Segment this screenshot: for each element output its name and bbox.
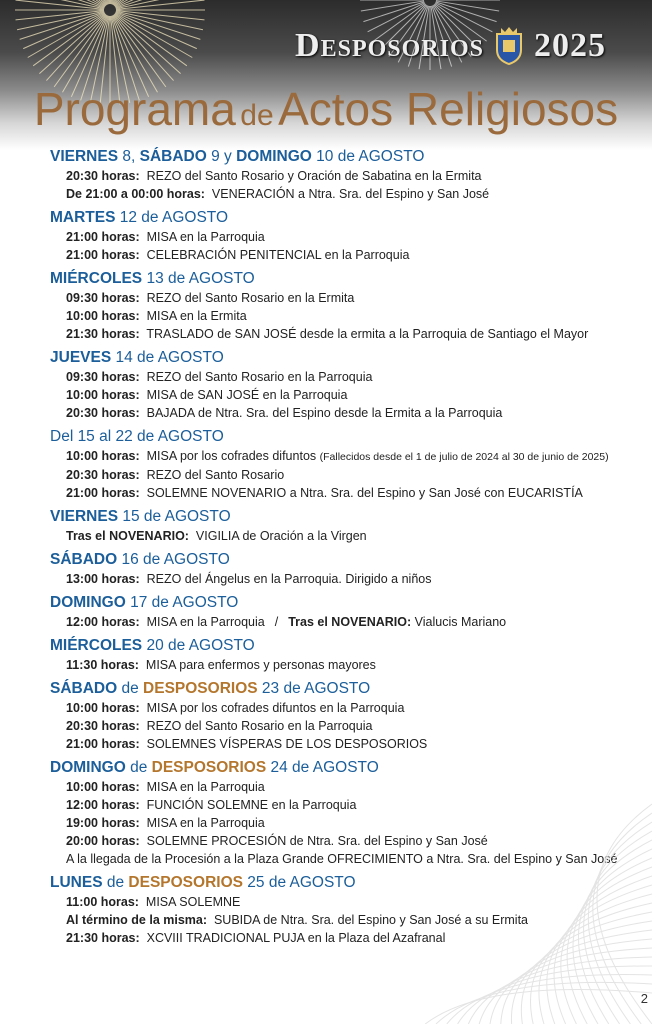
event-row [50, 386, 650, 404]
event-row [50, 228, 650, 246]
day-block [50, 269, 650, 343]
event-row [50, 735, 650, 753]
event-time: De 21:00 a 00:00 horas: [66, 187, 205, 201]
day-heading-part: 15 de AGOSTO [118, 508, 231, 525]
page-title [0, 82, 652, 136]
day-heading-part: DOMINGO [50, 759, 126, 776]
event-time: 11:00 horas: [66, 895, 139, 909]
event-time: Al término de la misma: [66, 913, 208, 927]
event-time: Tras el NOVENARIO: [66, 529, 189, 543]
event-time: 19:00 horas: [66, 816, 140, 830]
event-row [50, 717, 650, 735]
day-heading-part: DESPOSORIOS [143, 680, 258, 697]
event-row [50, 613, 650, 631]
title-part-1: Programa [33, 83, 236, 135]
event-text: MISA en la Ermita [146, 309, 247, 323]
day-heading-part: 13 de AGOSTO [142, 270, 255, 287]
event-text: MISA SOLEMNE [145, 895, 241, 909]
day-heading-part: DOMINGO [50, 594, 126, 611]
day-block [50, 679, 650, 753]
day-heading-part: 16 de AGOSTO [117, 551, 230, 568]
event-text: MISA en la Parroquia [146, 816, 265, 830]
event-row [50, 484, 650, 502]
title-part-2: de [240, 99, 274, 132]
day-heading [50, 269, 650, 289]
event-row [50, 307, 650, 325]
event-time: 21:00 horas: [66, 486, 140, 500]
event-time: 10:00 horas: [66, 449, 140, 463]
logo-brand: Desposorios [295, 27, 484, 64]
event-text: SOLEMNES VÍSPERAS DE LOS DESPOSORIOS [146, 737, 428, 751]
event-row [50, 656, 650, 674]
event-time: Tras el NOVENARIO: [288, 615, 412, 629]
event-text: CELEBRACIÓN PENITENCIAL en la Parroquia [146, 248, 410, 262]
day-heading-part: 8, [118, 148, 140, 165]
day-heading [50, 636, 650, 656]
event-text: TRASLADO de SAN JOSÉ desde la ermita a la Parroquia de Santiago el Mayor [146, 327, 589, 341]
page-number: 2 [640, 991, 648, 1006]
decorative-swirl [322, 764, 652, 1024]
event-text: REZO del Santo Rosario en la Parroquia [146, 719, 373, 733]
day-heading-part: 10 de AGOSTO [311, 148, 425, 165]
day-heading-part: 23 de AGOSTO [257, 680, 371, 697]
event-time: 20:00 horas: [66, 834, 140, 848]
event-row [50, 167, 650, 185]
event-text: REZO del Santo Rosario y Oración de Sabatina en la Ermita [146, 169, 482, 183]
day-heading-part: 12 de AGOSTO [115, 209, 229, 226]
event-text: VIGILIA de Oración a la Virgen [195, 529, 367, 543]
event-text: REZO del Ángelus en la Parroquia. Dirigido a niños [146, 572, 432, 586]
day-block [50, 208, 650, 264]
day-block [50, 636, 650, 674]
event-text: XCVIII TRADICIONAL PUJA en la Plaza del Azafranal [146, 931, 446, 945]
day-heading-part: 14 de AGOSTO [111, 349, 224, 366]
event-row [50, 404, 650, 422]
day-block [50, 348, 650, 422]
event-time: 09:30 horas: [66, 291, 140, 305]
day-heading-part: 17 de AGOSTO [125, 594, 239, 611]
event-time: 20:30 horas: [66, 169, 140, 183]
day-heading-part: DESPOSORIOS [151, 759, 267, 776]
event-text: MISA por los cofrades difuntos [146, 449, 317, 463]
event-time: 13:00 horas: [66, 572, 140, 586]
day-heading-part: de [125, 759, 152, 776]
day-heading-part: SÁBADO [139, 148, 207, 165]
event-time: 10:00 horas: [66, 388, 140, 402]
event-text: SUBIDA de Ntra. Sra. del Espino y San José a su Ermita [213, 913, 529, 927]
event-time: 10:00 horas: [66, 309, 140, 323]
event-time: 20:30 horas: [66, 406, 140, 420]
day-heading-part: DOMINGO [236, 148, 312, 165]
event-row [50, 466, 650, 484]
event-text: A la llegada de la Procesión a la Plaza Grande OFRECIMIENTO a Ntra. Sra. del Espino y San José [66, 852, 618, 866]
event-text: SOLEMNE PROCESIÓN de Ntra. Sra. del Espino y San José [146, 834, 488, 848]
event-text: MISA de SAN JOSÉ en la Parroquia [146, 388, 348, 402]
event-row [50, 447, 650, 466]
crest-icon [494, 26, 524, 66]
event-row [50, 246, 650, 264]
day-heading-part: DESPOSORIOS [128, 874, 243, 891]
day-heading-part: VIERNES [50, 148, 119, 165]
day-heading-part: 9 y [206, 148, 237, 165]
event-row [50, 289, 650, 307]
event-text: Vialucis Mariano [414, 615, 507, 629]
day-block [50, 550, 650, 588]
event-time: 21:30 horas: [66, 931, 140, 945]
day-heading-part: de [102, 874, 129, 891]
event-text: MISA en la Parroquia [146, 615, 265, 629]
event-row [50, 570, 650, 588]
event-row [50, 185, 650, 203]
day-heading-part: LUNES [50, 874, 103, 891]
event-row [50, 368, 650, 386]
event-text: MISA para enfermos y personas mayores [145, 658, 376, 672]
day-heading-part: 25 de AGOSTO [242, 874, 356, 891]
day-block [50, 593, 650, 631]
day-heading-part: 20 de AGOSTO [142, 637, 255, 654]
event-time: 11:30 horas: [66, 658, 139, 672]
event-text: BAJADA de Ntra. Sra. del Espino desde la Ermita a la Parroquia [146, 406, 503, 420]
day-heading-part: SÁBADO [50, 680, 118, 697]
day-heading-part: MIÉRCOLES [50, 637, 143, 654]
event-row [50, 527, 650, 545]
day-heading [50, 507, 650, 527]
event-text: VENERACIÓN a Ntra. Sra. del Espino y San José [211, 187, 490, 201]
day-heading-part: Del 15 al 22 de AGOSTO [50, 428, 224, 445]
day-heading-part: VIERNES [50, 508, 119, 525]
title-part-3: Actos Religiosos [278, 83, 619, 135]
day-heading-part: de [117, 680, 144, 697]
day-heading-part: JUEVES [50, 349, 112, 366]
event-time: 21:00 horas: [66, 248, 140, 262]
day-block [50, 427, 650, 502]
day-heading-part: MIÉRCOLES [50, 270, 143, 287]
day-heading-part: 24 de AGOSTO [266, 759, 379, 776]
day-heading-part: SÁBADO [50, 551, 118, 568]
event-time: 21:00 horas: [66, 737, 140, 751]
event-note: (Fallecidos desde el 1 de julio de 2024 al 30 de junio de 2025) [319, 451, 609, 463]
event-text: SOLEMNE NOVENARIO a Ntra. Sra. del Espino y San José con EUCARISTÍA [146, 486, 583, 500]
day-heading [50, 348, 650, 368]
event-separator: / [274, 615, 279, 629]
day-heading [50, 208, 650, 228]
day-heading [50, 550, 650, 570]
day-heading [50, 593, 650, 613]
event-text: MISA en la Parroquia [146, 230, 265, 244]
event-row [50, 699, 650, 717]
day-heading [50, 679, 650, 699]
event-time: 20:30 horas: [66, 468, 140, 482]
day-block [50, 147, 650, 203]
day-heading [50, 427, 650, 447]
event-time: 12:00 horas: [66, 615, 140, 629]
desposorios-logo [295, 26, 606, 66]
day-heading-part: MARTES [50, 209, 116, 226]
event-text: MISA por los cofrades difuntos en la Parroquia [146, 701, 405, 715]
event-time: 09:30 horas: [66, 370, 140, 384]
event-time: 12:00 horas: [66, 798, 140, 812]
day-heading [50, 147, 650, 167]
event-time: 21:30 horas: [66, 327, 140, 341]
event-text: REZO del Santo Rosario [146, 468, 285, 482]
day-block [50, 507, 650, 545]
event-text: FUNCIÓN SOLEMNE en la Parroquia [146, 798, 357, 812]
event-text: REZO del Santo Rosario en la Ermita [146, 291, 355, 305]
event-text: REZO del Santo Rosario en la Parroquia [146, 370, 373, 384]
event-time: 10:00 horas: [66, 780, 140, 794]
logo-year: 2025 [534, 27, 606, 64]
event-row [50, 325, 650, 343]
event-time: 10:00 horas: [66, 701, 140, 715]
event-time: 20:30 horas: [66, 719, 140, 733]
event-text: MISA en la Parroquia [146, 780, 265, 794]
event-time: 21:00 horas: [66, 230, 140, 244]
